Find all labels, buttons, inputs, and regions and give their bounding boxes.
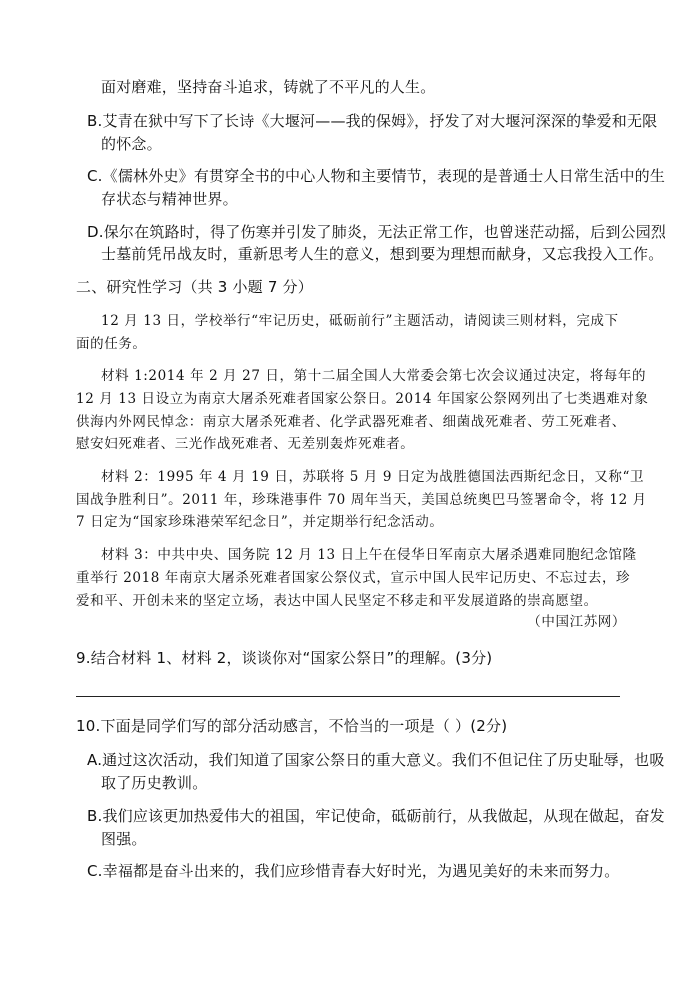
option-c-line-1: C.《儒林外史》有贯穿全书的中心人物和主要情节，表现的是普通士人日常生活中的生 bbox=[87, 167, 666, 185]
material-3-line-2: 重举行 2018 年南京大屠杀死难者国家公祭仪式，宣示中国人民牢记历史、不忘过去，珍 bbox=[76, 570, 631, 586]
material-1-line-2: 12 月 13 日设立为南京大屠杀死难者国家公祭日。2014 年国家公祭网列出了七类遇难对象 bbox=[76, 391, 649, 407]
question-10: 10.下面是同学们写的部分活动感言，不恰当的一项是（ ）(2分) bbox=[76, 717, 508, 735]
option-a-continuation: 面对磨难，坚持奋斗追求，铸就了不平凡的人生。 bbox=[101, 78, 436, 96]
material-3-line-1: 材料 3：中共中央、国务院 12 月 13 日上午在侵华日军南京大屠杀遇难同胞纪念馆隆 bbox=[101, 547, 637, 563]
intro-line-1: 12 月 13 日，学校举行“牢记历史，砥砺前行”主题活动，请阅读三则材料，完成下 bbox=[101, 313, 619, 329]
material-3-line-3: 爱和平、开创未来的坚定立场，表达中国人民坚定不移走和平发展道路的崇高愿望。 bbox=[76, 593, 598, 609]
answer-line bbox=[76, 696, 620, 697]
material-2-line-3: 7 日定为“国家珍珠港荣军纪念日”，并定期举行纪念活动。 bbox=[76, 514, 444, 530]
option-b-line-1: B.艾青在狱中写下了长诗《大堰河——我的保姆》，抒发了对大堰河深深的挚爱和无限 bbox=[87, 112, 658, 130]
material-2-line-2: 国战争胜利日”。2011 年，珍珠港事件 70 周年当天，美国总统奥巴马签署命令，将 12 月 bbox=[76, 492, 647, 508]
option-b-line-2: 的怀念。 bbox=[101, 135, 162, 153]
material-1-line-3: 供海内外网民悼念：南京大屠杀死难者、化学武器死难者、细菌战死难者、劳工死难者、 bbox=[76, 414, 626, 430]
option-d-line-1: D.保尔在筑路时，得了伤寒并引发了肺炎，无法正常工作，也曾迷茫动摇，后到公园烈 bbox=[87, 223, 667, 241]
material-2-line-1: 材料 2：1995 年 4 月 19 日，苏联将 5 月 9 日定为战胜德国法西斯纪念日，又称“卫 bbox=[101, 469, 645, 485]
q10-option-a-line-1: A.通过这次活动，我们知道了国家公祭日的重大意义。我们不但记住了历史耻辱，也吸 bbox=[87, 751, 665, 769]
source-citation: （中国江苏网） bbox=[527, 614, 626, 630]
q10-option-c-line-1: C.幸福都是奋斗出来的，我们应珍惜青春大好时光，为遇见美好的未来而努力。 bbox=[87, 862, 620, 880]
q10-option-b-line-2: 图强。 bbox=[101, 830, 147, 848]
q10-option-a-line-2: 取了历史教训。 bbox=[101, 774, 208, 792]
question-9: 9.结合材料 1、材料 2，谈谈你对“国家公祭日”的理解。(3分) bbox=[76, 649, 493, 667]
material-1-line-4: 慰安妇死难者、三光作战死难者、无差别轰炸死难者。 bbox=[76, 436, 415, 452]
option-d-line-2: 士墓前凭吊战友时，重新思考人生的意义，想到要为理想而献身，又忘我投入工作。 bbox=[101, 245, 664, 263]
section-heading: 二、研究性学习（共 3 小题 7 分） bbox=[76, 278, 313, 296]
intro-line-2: 面的任务。 bbox=[76, 336, 147, 352]
option-c-line-2: 存状态与精神世界。 bbox=[101, 190, 238, 208]
material-1-line-1: 材料 1:2014 年 2 月 27 日，第十二届全国人大常委会第七次会议通过决定，将每年的 bbox=[101, 368, 647, 384]
q10-option-b-line-1: B.我们应该更加热爱伟大的祖国，牢记使命，砥砺前行，从我做起，从现在做起，奋发 bbox=[87, 807, 665, 825]
